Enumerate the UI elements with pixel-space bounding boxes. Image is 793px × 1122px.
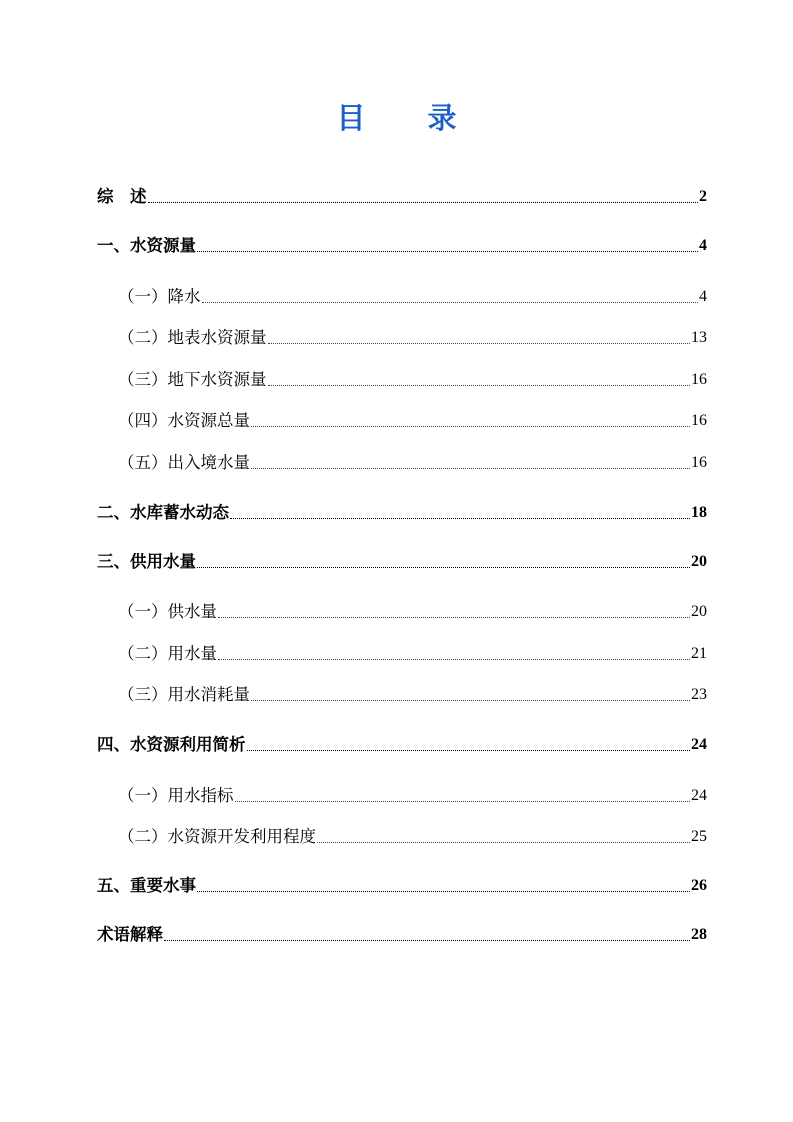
toc-entry-label: （五）出入境水量 xyxy=(118,453,250,472)
toc-entry-page: 16 xyxy=(691,412,707,429)
toc-entry-glossary[interactable] xyxy=(97,922,707,946)
toc-entry-utilization-analysis[interactable] xyxy=(97,732,707,756)
leader-dots xyxy=(251,699,690,701)
toc-entry-page: 23 xyxy=(691,686,707,703)
leader-dots xyxy=(251,425,690,427)
toc-entry-page: 21 xyxy=(691,645,707,662)
leader-dots xyxy=(164,939,690,941)
leader-dots xyxy=(317,841,690,843)
toc-entry-overview[interactable] xyxy=(97,184,707,208)
leader-dots xyxy=(218,658,690,660)
toc-title-char-2: 录 xyxy=(427,101,457,135)
toc-entry-label: 术语解释 xyxy=(97,925,163,944)
toc-entry-page: 24 xyxy=(691,787,707,804)
toc-entry-label: （一）降水 xyxy=(118,287,201,306)
toc-entry-water-supply[interactable] xyxy=(118,599,707,623)
toc-entry-page: 20 xyxy=(691,603,707,620)
leader-dots xyxy=(148,201,699,203)
leader-dots xyxy=(251,467,690,469)
toc-entry-page: 16 xyxy=(691,371,707,388)
toc-entry-label: 一、水资源量 xyxy=(97,236,196,255)
toc-entry-reservoir[interactable] xyxy=(97,500,707,524)
toc-entry-major-events[interactable] xyxy=(97,873,707,897)
toc-entry-water-indicators[interactable] xyxy=(118,783,707,807)
toc-title-char-1: 目 xyxy=(336,101,366,135)
toc-entry-label: 二、水库蓄水动态 xyxy=(97,503,229,522)
toc-entry-page: 16 xyxy=(691,454,707,471)
leader-dots xyxy=(197,566,690,568)
leader-dots xyxy=(230,517,690,519)
toc-entry-label: 四、水资源利用简析 xyxy=(97,735,246,754)
toc-entry-surface-water[interactable] xyxy=(118,325,707,349)
toc-entry-page: 4 xyxy=(699,237,707,254)
leader-dots xyxy=(247,749,691,751)
leader-dots xyxy=(235,800,691,802)
toc-entry-page: 28 xyxy=(691,926,707,943)
toc-entry-page: 26 xyxy=(691,877,707,894)
toc-entry-label: 三、供用水量 xyxy=(97,552,196,571)
toc-entry-page: 4 xyxy=(699,288,707,305)
toc-entry-development-degree[interactable] xyxy=(118,824,707,848)
toc-entry-label: 五、重要水事 xyxy=(97,876,196,895)
toc-entry-page: 20 xyxy=(691,553,707,570)
toc-entry-label: （二）地表水资源量 xyxy=(118,328,267,347)
leader-dots xyxy=(202,301,699,303)
toc-entry-label: （三）用水消耗量 xyxy=(118,685,250,704)
toc-entry-total-water[interactable] xyxy=(118,408,707,432)
toc-entry-label: 综 述 xyxy=(97,187,147,206)
toc-entry-label: （一）用水指标 xyxy=(118,786,234,805)
toc-entry-page: 25 xyxy=(691,828,707,845)
toc-entry-inflow-outflow[interactable] xyxy=(118,450,707,474)
toc-entry-label: （四）水资源总量 xyxy=(118,411,250,430)
toc-entry-water-supply-use[interactable] xyxy=(97,549,707,573)
toc-entry-water-consumption[interactable] xyxy=(118,682,707,706)
leader-dots xyxy=(197,890,690,892)
leader-dots xyxy=(197,250,698,252)
toc-title xyxy=(0,96,793,140)
toc-entry-label: （一）供水量 xyxy=(118,602,217,621)
toc-entry-water-resources[interactable] xyxy=(97,233,707,257)
toc-entry-label: （二）水资源开发利用程度 xyxy=(118,827,316,846)
leader-dots xyxy=(218,616,690,618)
toc-entry-label: （二）用水量 xyxy=(118,644,217,663)
leader-dots xyxy=(268,342,691,344)
toc-entry-page: 18 xyxy=(691,504,707,521)
toc-entry-water-use[interactable] xyxy=(118,641,707,665)
toc-entry-page: 13 xyxy=(691,329,707,346)
toc-entry-label: （三）地下水资源量 xyxy=(118,370,267,389)
toc-entry-precipitation[interactable] xyxy=(118,284,707,308)
toc-entry-page: 2 xyxy=(699,188,707,205)
toc-entry-groundwater[interactable] xyxy=(118,367,707,391)
leader-dots xyxy=(268,384,691,386)
toc-entry-page: 24 xyxy=(691,736,707,753)
